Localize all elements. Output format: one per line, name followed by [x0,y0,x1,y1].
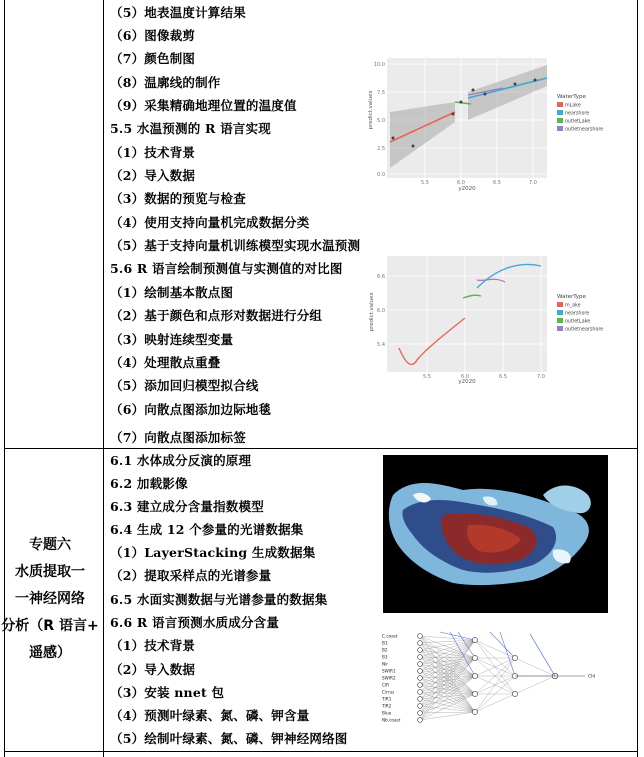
outline-item: （3）映射连续型变量 [110,332,234,347]
outline-item: （9）采集精确地理位置的温度值 [110,98,297,113]
nn-input-label: TIR2 [382,703,392,709]
chart1-ytick: 7.5 [377,90,385,96]
outline-item: （6）图像裁剪 [110,28,196,43]
outline-item: （2）导入数据 [110,662,196,677]
chart2-y-label: predict.values [369,292,375,332]
outline-item: （7）颜色制图 [110,51,196,66]
nn-output-label: Chl [588,674,596,680]
chart2-ytick: 6.6 [377,274,385,280]
chart1-ytick: 2.5 [377,146,385,152]
outline-item: （1）技术背景 [110,145,196,160]
topic-line: 分析（R 语言+ [1,618,99,634]
outline-item: 5.6 R 语言绘制预测值与实测值的对比图 [110,261,343,276]
chart1-legend-title: WaterType [557,94,586,100]
outline-item: （6）向散点图添加边际地毯 [110,402,272,417]
outline-item: （3）数据的预览与检查 [110,191,246,206]
chart2-legend-entry: outletLake [565,319,591,325]
chart2-xtick: 6.0 [461,374,469,380]
outline-item: （4）预测叶绿素、氮、磷、钾含量 [110,708,310,723]
chart1-y-label: predict.values [368,90,374,130]
outline-item: （4）处理散点重叠 [110,355,221,370]
nn-input-label: TIR1 [382,696,392,702]
outline-item: （2）基于颜色和点形对数据进行分组 [110,308,323,323]
chart2-xtick: 5.5 [423,374,431,380]
chart1-xtick: 6.5 [493,180,501,186]
outline-item: （5）基于支持向量机训练模型实现水温预测 [110,238,361,253]
nn-input-label: SWIR2 [382,675,396,681]
outline-item: （5）地表温度计算结果 [110,5,246,20]
table-right-border [637,0,638,757]
nn-input-label: Cirrus [382,689,395,695]
nn-input-label: B3 [382,654,388,660]
chart1-legend-entry: outletnearshore [565,127,604,133]
outline-item: 6.6 R 语言预测水质成分含量 [110,615,280,630]
nn-input-label: CIR [382,682,390,688]
chart1-ytick: 10.0 [373,62,385,68]
neural-network-diagram [380,630,620,725]
nn-input-label: Nb.coast [382,717,401,723]
chart2-x-label: y2020 [458,379,476,385]
outline-item: （1）绘制基本散点图 [110,285,234,300]
nn-input-label: SWIR1 [382,668,396,674]
outline-item: （4）使用支持向量机完成数据分类 [110,215,310,230]
nn-input-label: B2 [382,647,388,653]
topic-line: 一神经网络 [15,591,85,607]
chart2-legend-entry: m_ake [565,303,581,309]
nn-input-label: B1 [382,640,388,646]
chart2-xtick: 7.0 [537,374,545,380]
outline-item: （5）添加回归模型拟合线 [110,378,259,393]
outline-item: （2）提取采样点的光谱参量 [110,568,272,583]
topic-line: 专题六 [29,537,71,553]
row-divider-bottom [4,751,638,752]
chart2-legend-title: WaterType [557,294,586,300]
outline-item: 6.2 加载影像 [110,476,188,491]
chart2-ytick: 5.4 [377,342,385,348]
outline-item: （1）LayerStacking 生成数据集 [110,545,316,560]
chart1-xtick: 7.0 [529,180,537,186]
outline-item: 6.4 生成 12 个参量的光谱数据集 [110,522,304,537]
chart1-ytick: 5.0 [377,118,385,124]
chart1-ytick: 0.0 [377,172,385,178]
table-column-divider [103,0,104,757]
outline-item: 6.3 建立成分含量指数模型 [110,499,264,514]
outline-item: 5.5 水温预测的 R 语言实现 [110,121,271,136]
outline-item: （8）温廓线的制作 [110,75,221,90]
outline-item: 6.5 水面实测数据与光谱参量的数据集 [110,592,328,607]
water-quality-remote-sensing-image [383,455,608,613]
chart1-xtick: 5.5 [421,180,429,186]
nn-input-label: Nir [382,661,389,667]
row-divider [4,448,638,449]
chart2-ytick: 6.0 [377,308,385,314]
chart1-legend-entry: outletLake [565,119,591,125]
outline-item: 6.1 水体成分反演的原理 [110,453,252,468]
nn-input-label: Blue [382,710,392,716]
chart1-legend-entry: nearshore [565,111,590,117]
chart1-xtick: 6.0 [457,180,465,186]
topic-line: 水质提取一 [15,564,85,580]
outline-item: （7）向散点图添加标签 [110,430,246,445]
chart1-x-label: y2020 [458,186,476,192]
outline-item: （1）技术背景 [110,638,196,653]
chart2-legend-entry: nearshore [565,311,590,317]
outline-item: （2）导入数据 [110,168,196,183]
chart2-xtick: 6.5 [499,374,507,380]
outline-item: （5）绘制叶绿素、氮、磷、钾神经网络图 [110,731,348,746]
chart1-legend-entry: mLake [565,103,581,109]
topic-line: 遥感） [29,645,71,661]
smooth-line-chart [365,252,605,387]
outline-item: （3）安装 nnet 包 [110,685,225,700]
chart2-legend-entry: outletnearshore [565,327,604,333]
nn-input-label: C.coast [382,633,398,639]
regression-scatter-chart [365,50,605,205]
